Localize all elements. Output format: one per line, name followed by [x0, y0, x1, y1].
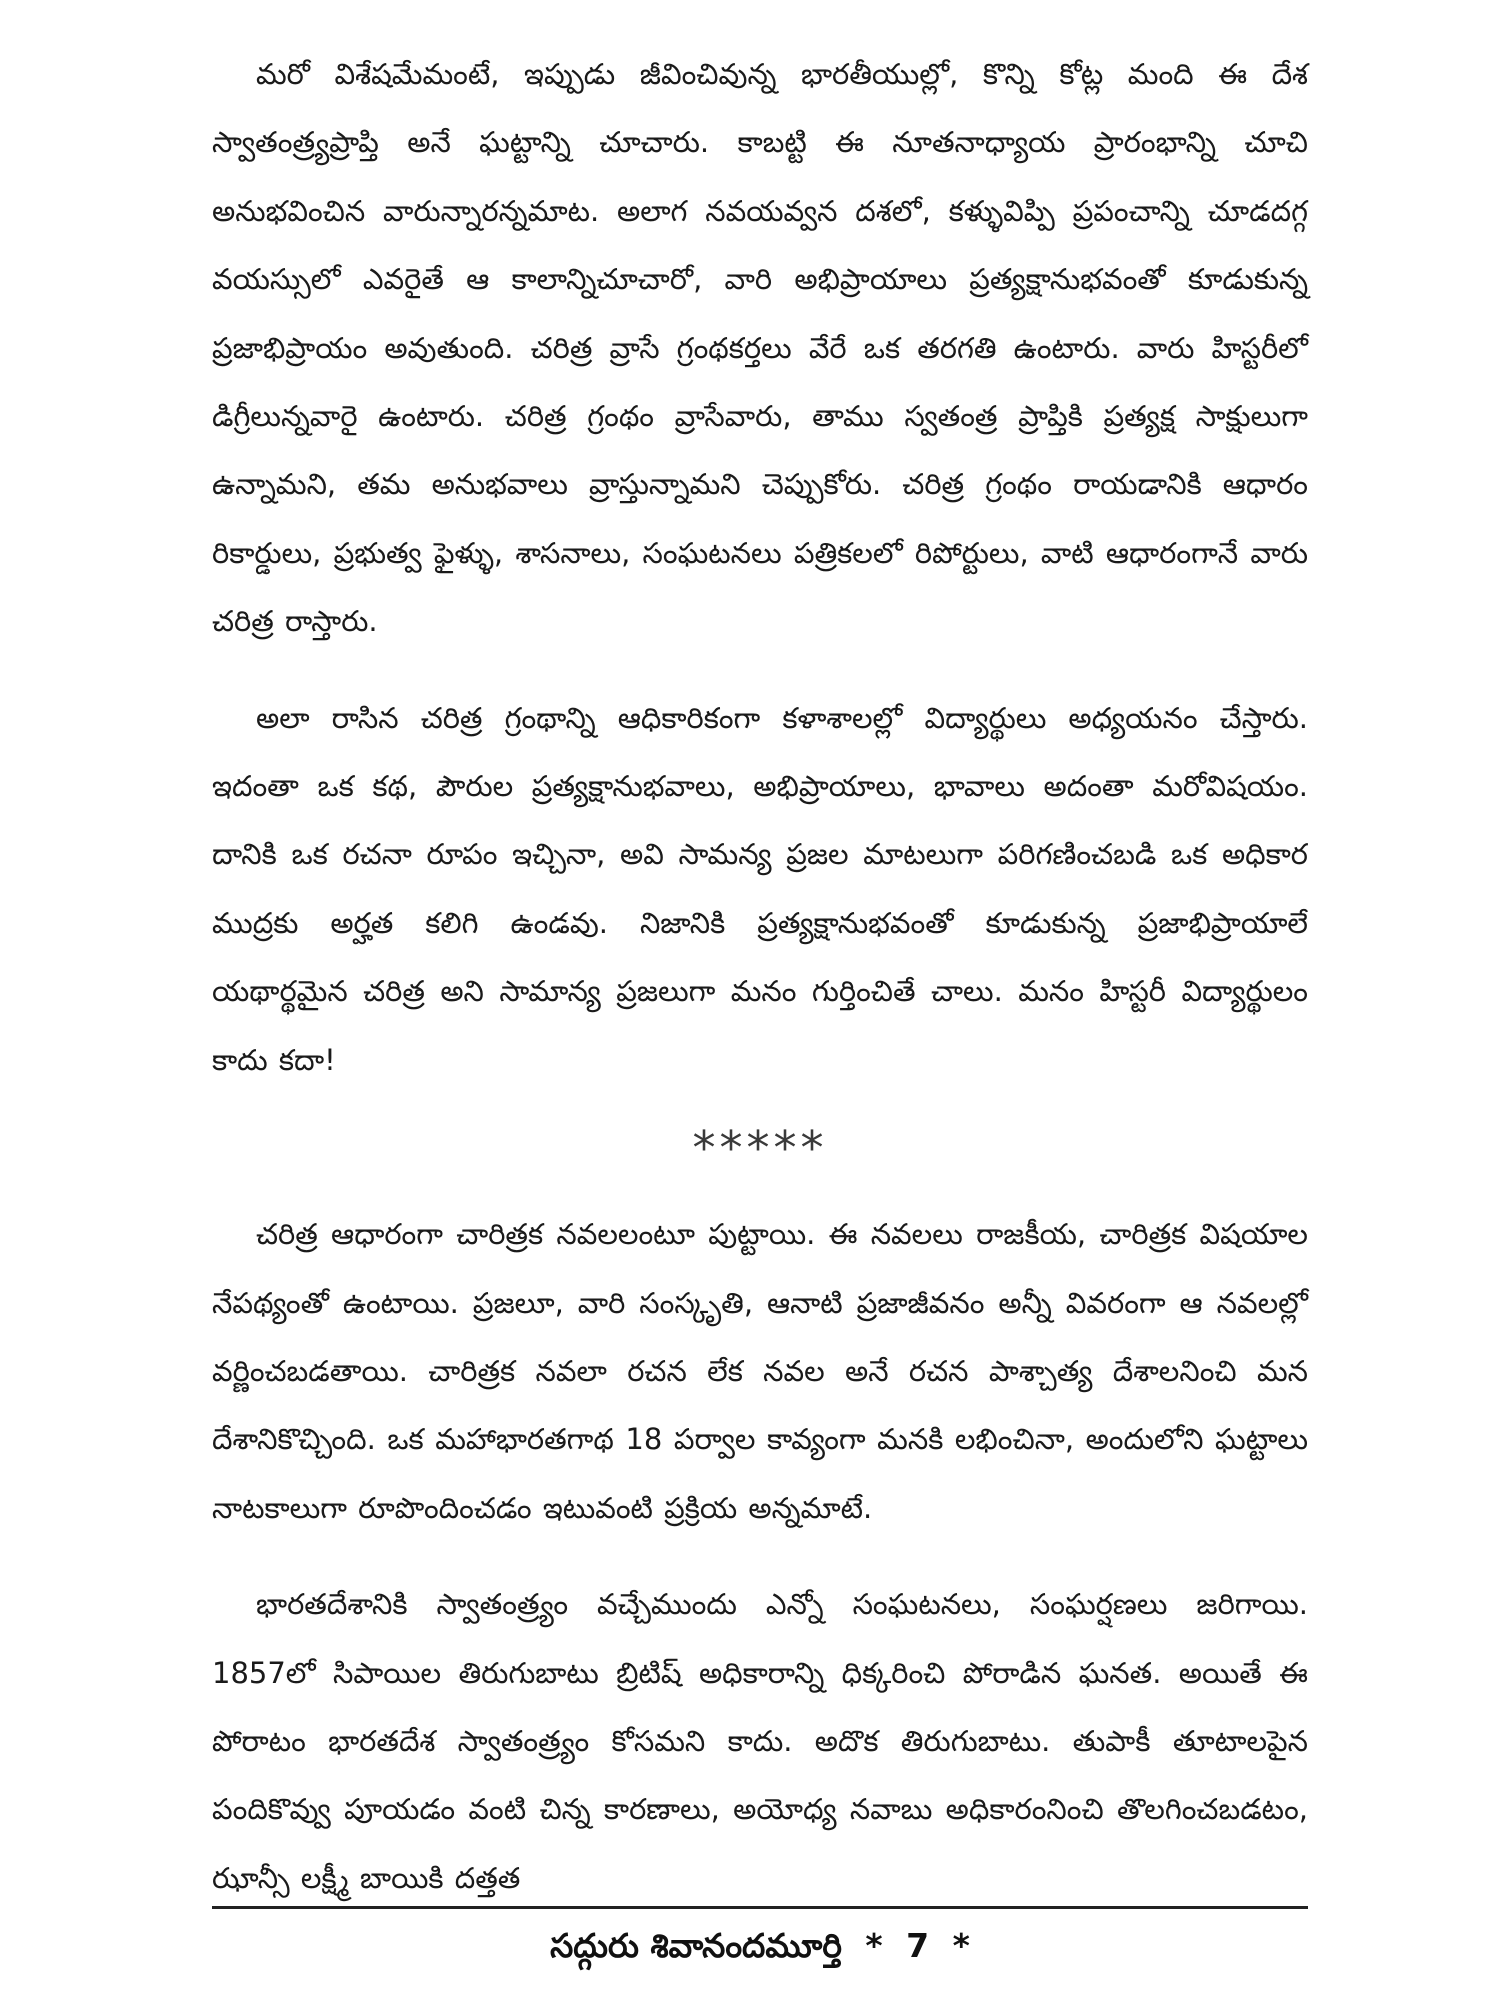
section-separator: ***** [692, 1121, 828, 1176]
footer-page-prefix: * [865, 1926, 883, 1965]
page-footer [212, 1918, 1308, 1974]
footer-author: సద్గురు శివానందమూర్తి [550, 1926, 842, 1965]
body-text [212, 40, 1308, 1940]
paragraph-3: చరిత్ర ఆధారంగా చారిత్రక నవలలంటూ పుట్టాయి. ఈ నవలలు రాజకీయ, చారిత్రక విషయాల నేపథ్యంతో ఉంటాయి. ప్రజలూ, వారి సంస్కృతి, ఆనాటి ప్రజాజీవనం అన్నీ వివరంగా ఆ నవలల్లో వర్ణించబడతాయి. చారిత్రక నవలా రచన లేక నవల అనే రచన పాశ్చాత్య దేశాలనించి మన దేశానికొచ్చింది. ఒక మహాభారతగాథ 18 పర్వాల కావ్యంగా మనకి లభించినా, అందులోని ఘట్టాలు నాటకాలుగా రూపొందించడం ఇటువంటి ప్రక్రియ అన్నమాటే. [212, 1217, 1308, 1525]
footer-divider [212, 1906, 1308, 1909]
footer-page-suffix: * [952, 1926, 970, 1965]
paragraph-2: అలా రాసిన చరిత్ర గ్రంథాన్ని ఆధికారికంగా కళాశాలల్లో విద్యార్థులు అధ్యయనం చేస్తారు. ఇదంతా ఒక కథ, పౌరుల ప్రత్యక్షానుభవాలు, అభిప్రాయాలు, భావాలు అదంతా మరోవిషయం. దానికి ఒక రచనా రూపం ఇచ్చినా, అవి సామన్య ప్రజల మాటలుగా పరిగణించబడి ఒక అధికార ముద్రకు అర్హత కలిగి ఉండవు. నిజానికి ప్రత్యక్షానుభవంతో కూడుకున్న ప్రజాభిప్రాయాలే యథార్థమైన చరిత్ర అని సామాన్య ప్రజలుగా మనం గుర్తించితే చాలు. మనం హిస్టరీ విద్యార్థులం కాదు కదా! [212, 700, 1308, 1077]
page-number: 7 [906, 1926, 930, 1965]
paragraph-1: మరో విశేషమేమంటే, ఇప్పుడు జీవించివున్న భారతీయుల్లో, కొన్ని కోట్ల మంది ఈ దేశ స్వాతంత్ర్యప్రాప్తి అనే ఘట్టాన్ని చూచారు. కాబట్టి ఈ నూతనాధ్యాయ ప్రారంభాన్ని చూచి అనుభవించిన వారున్నారన్నమాట. అలాగ నవయవ్వన దశలో, కళ్ళువిప్పి ప్రపంచాన్ని చూడదగ్గ వయస్సులో ఎవరైతే ఆ కాలాన్నిచూచారో, వారి అభిప్రాయాలు ప్రత్యక్షానుభవంతో కూడుకున్న ప్రజాభిప్రాయం అవుతుంది. చరిత్ర వ్రాసే గ్రంథకర్తలు వేరే ఒక తరగతి ఉంటారు. వారు హిస్టరీలో డిగ్రీలున్నవారై ఉంటారు. చరిత్ర గ్రంథం వ్రాసేవారు, తాము స్వతంత్ర ప్రాప్తికి ప్రత్యక్ష సాక్షులుగా ఉన్నామని, తమ అనుభవాలు వ్రాస్తున్నామని చెప్పుకోరు. చరిత్ర గ్రంథం రాయడానికి ఆధారం రికార్డులు, ప్రభుత్వ ఫైళ్ళు, శాసనాలు, సంఘటనలు పత్రికలలో రిపోర్టులు, వాటి ఆధారంగానే వారు చరిత్ర రాస్తారు. [212, 57, 1308, 639]
paragraph-4: భారతదేశానికి స్వాతంత్ర్యం వచ్చేముందు ఎన్నో సంఘటనలు, సంఘర్షణలు జరిగాయి. 1857లో సిపాయిల తిరుగుబాటు బ్రిటిష్ అధికారాన్ని ధిక్కరించి పోరాడిన ఘనత. అయితే ఈ పోరాటం భారతదేశ స్వాతంత్ర్యం కోసమని కాదు. అదొక తిరుగుబాటు. తుపాకీ తూటాలపైన పందికొవ్వు పూయడం వంటి చిన్న కారణాలు, అయోధ్య నవాబు అధికారంనించి తొలగించబడటం, ఝాన్సీ లక్ష్మీ బాయికి దత్తత [212, 1587, 1308, 1895]
